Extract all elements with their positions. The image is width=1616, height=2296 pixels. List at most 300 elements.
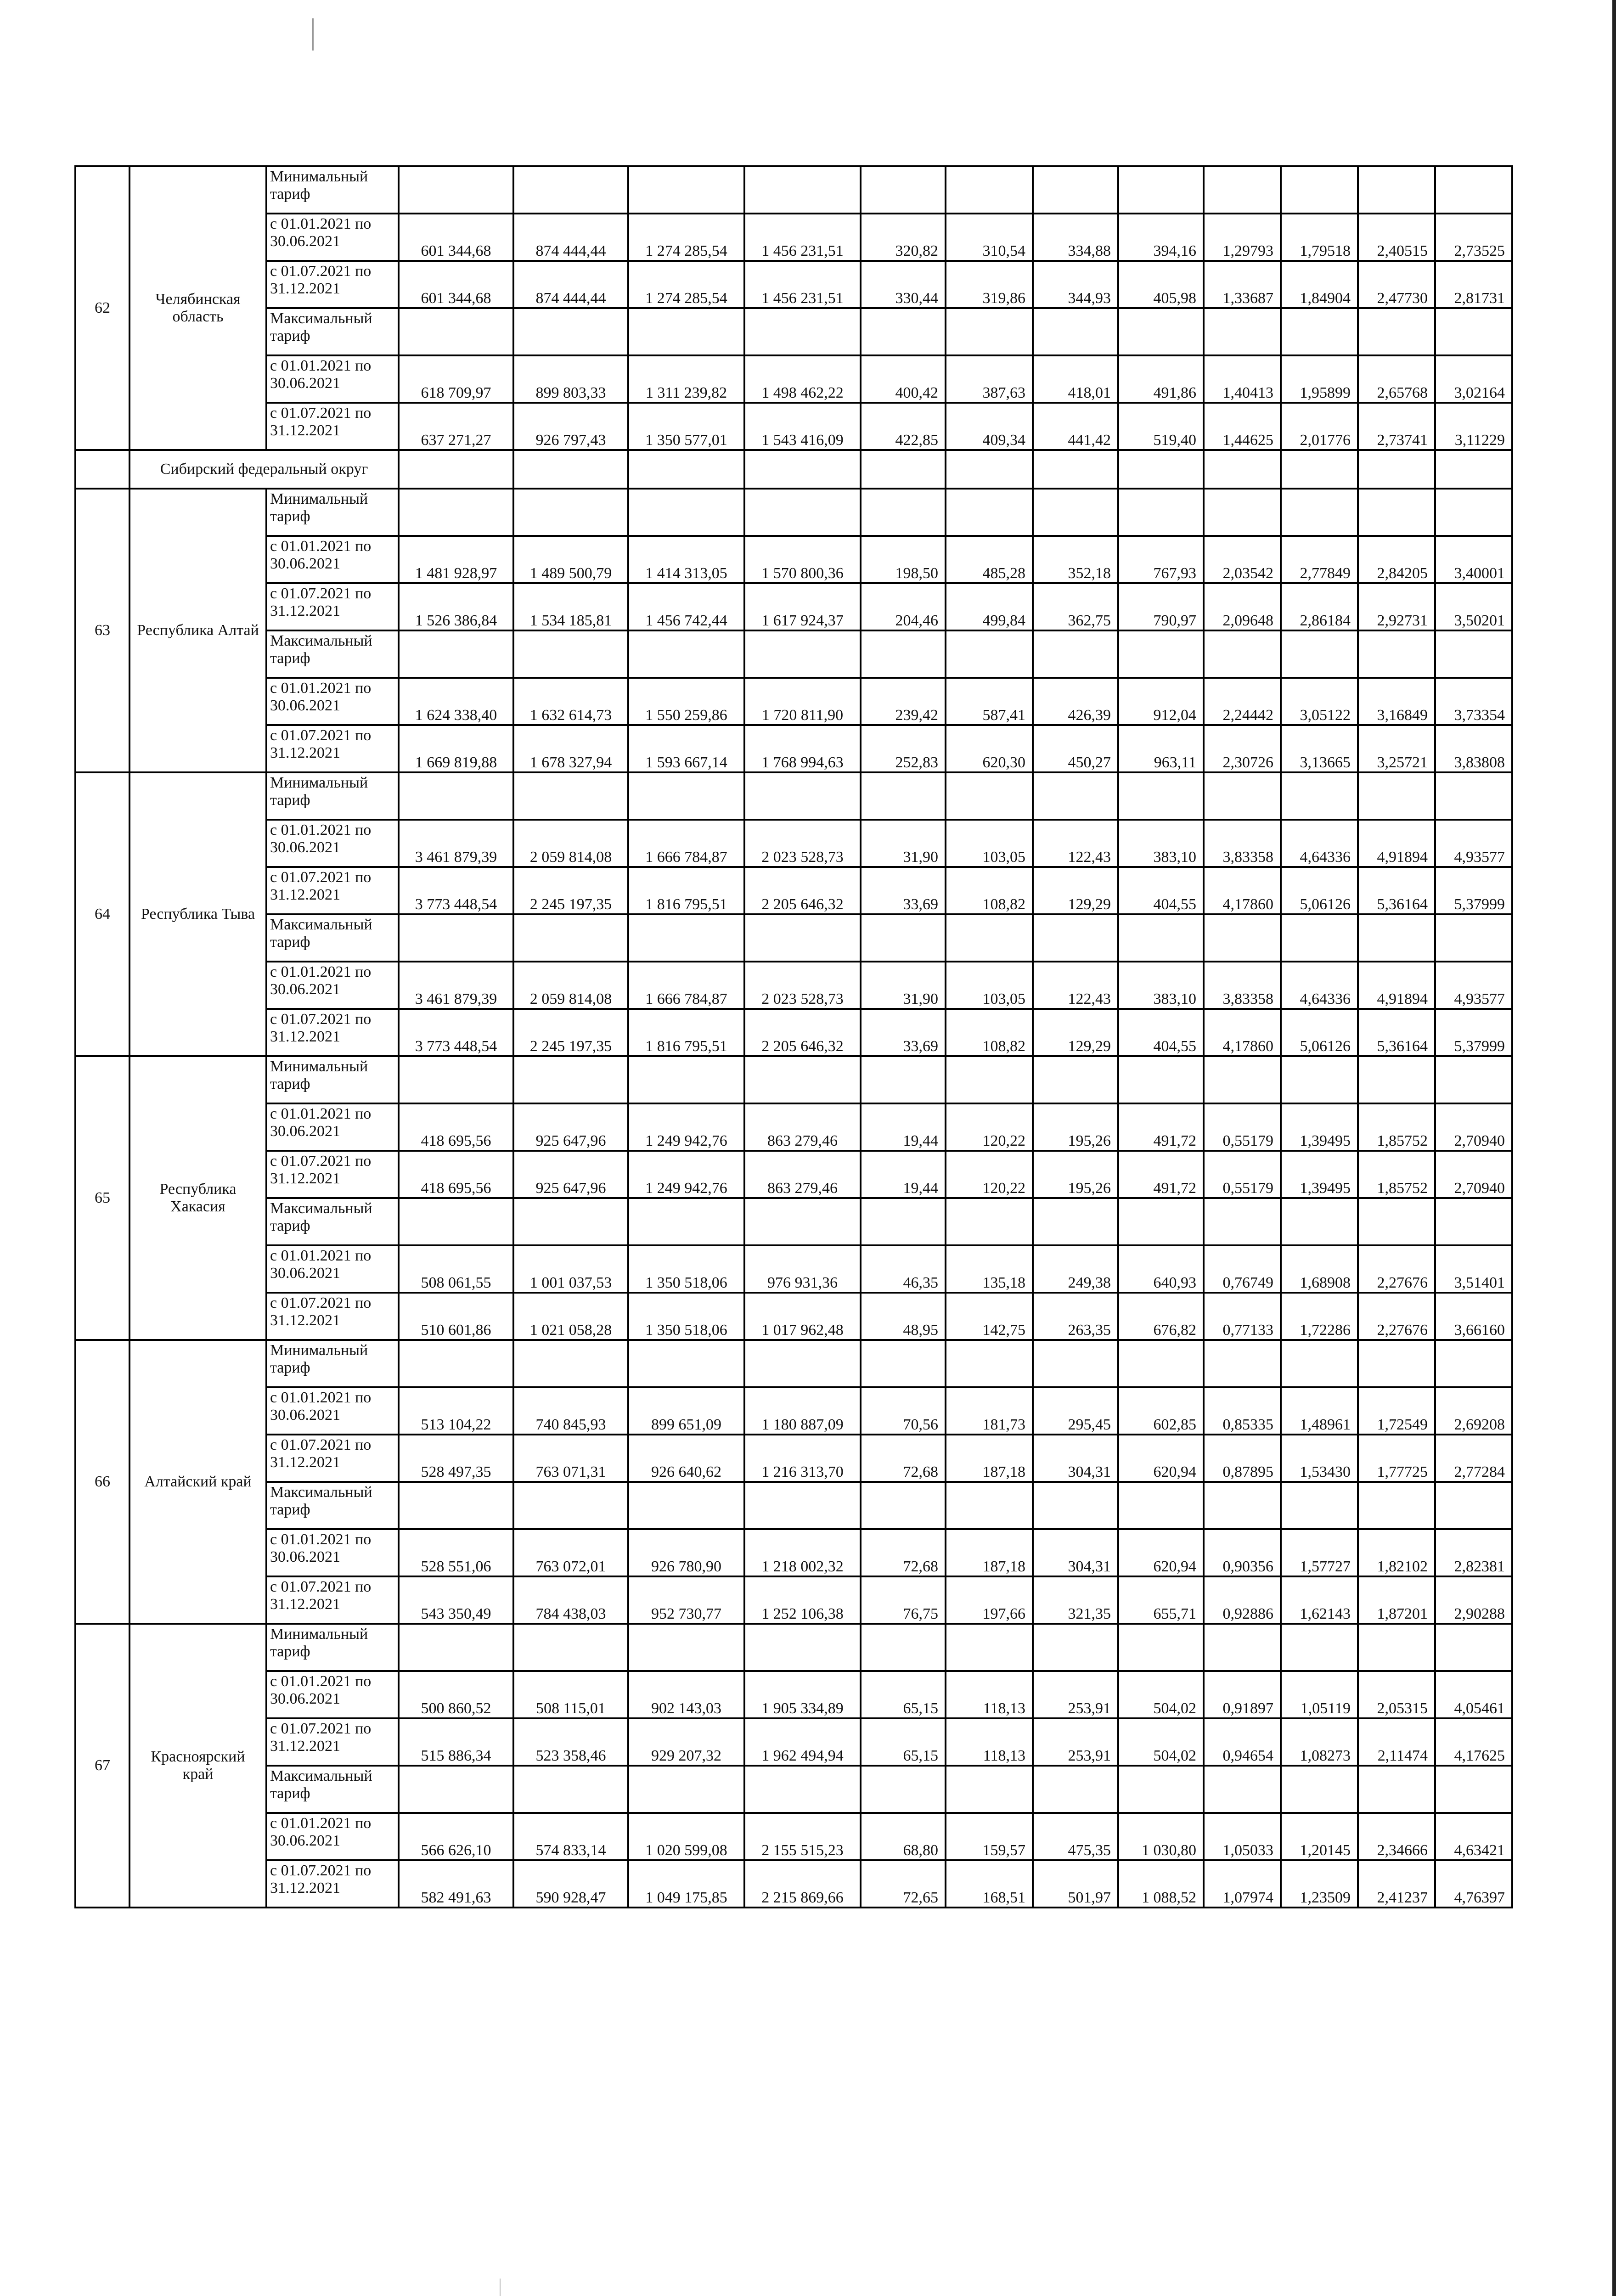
empty-cell — [628, 1340, 744, 1387]
value-cell: 0,85335 — [1204, 1387, 1281, 1435]
tariff-period-row — [75, 536, 1512, 583]
empty-cell — [744, 1056, 861, 1103]
period-label: с 01.07.2021 по 31.12.2021 — [266, 1860, 399, 1908]
value-cell: 640,93 — [1118, 1245, 1204, 1293]
value-cell: 2 059 814,08 — [513, 962, 628, 1009]
period-label: с 01.07.2021 по 31.12.2021 — [266, 583, 399, 630]
period-label: с 01.01.2021 по 30.06.2021 — [266, 536, 399, 583]
value-cell: 1 252 106,38 — [744, 1576, 861, 1624]
value-cell: 566 626,10 — [399, 1813, 513, 1860]
period-label: с 01.07.2021 по 31.12.2021 — [266, 725, 399, 772]
empty-cell — [946, 630, 1033, 678]
value-cell: 1,39495 — [1281, 1151, 1358, 1198]
value-cell: 3,66160 — [1435, 1293, 1512, 1340]
value-cell: 767,93 — [1118, 536, 1204, 583]
value-cell: 485,28 — [946, 536, 1033, 583]
value-cell: 2,27676 — [1358, 1245, 1435, 1293]
empty-cell — [1204, 1056, 1281, 1103]
value-cell: 515 886,34 — [399, 1718, 513, 1766]
empty-cell — [744, 1340, 861, 1387]
value-cell: 1 030,80 — [1118, 1813, 1204, 1860]
region-index: 64 — [75, 772, 130, 1056]
value-cell: 304,31 — [1033, 1529, 1118, 1576]
empty-cell — [1204, 1482, 1281, 1529]
value-cell: 963,11 — [1118, 725, 1204, 772]
empty-cell — [1118, 914, 1204, 962]
tariff-table — [74, 165, 1513, 1908]
value-cell: 2,01776 — [1281, 403, 1358, 450]
tariff-period-row — [75, 403, 1512, 450]
value-cell: 195,26 — [1033, 1151, 1118, 1198]
empty-cell — [399, 1766, 513, 1813]
tariff-group-header-row — [75, 1056, 1512, 1103]
value-cell: 1 526 386,84 — [399, 583, 513, 630]
value-cell: 2,73525 — [1435, 214, 1512, 261]
empty-cell — [1435, 1198, 1512, 1245]
value-cell: 334,88 — [1033, 214, 1118, 261]
value-cell: 590 928,47 — [513, 1860, 628, 1908]
empty-cell — [513, 630, 628, 678]
value-cell: 1 962 494,94 — [744, 1718, 861, 1766]
tariff-period-row — [75, 214, 1512, 261]
empty-cell — [1033, 308, 1118, 355]
empty-cell — [1033, 630, 1118, 678]
empty-cell — [861, 914, 946, 962]
empty-cell — [628, 914, 744, 962]
tariff-type-label: Максимальный тариф — [266, 308, 399, 355]
empty-cell — [1118, 1482, 1204, 1529]
tariff-type-label: Минимальный тариф — [266, 1340, 399, 1387]
empty-cell — [1435, 489, 1512, 536]
empty-cell — [861, 1056, 946, 1103]
value-cell: 491,72 — [1118, 1103, 1204, 1151]
empty-cell — [1118, 1056, 1204, 1103]
empty-cell — [1358, 772, 1435, 820]
period-label: с 01.01.2021 по 30.06.2021 — [266, 214, 399, 261]
tariff-group-header-row — [75, 1340, 1512, 1387]
value-cell: 135,18 — [946, 1245, 1033, 1293]
value-cell: 763 071,31 — [513, 1435, 628, 1482]
empty-cell — [1033, 166, 1118, 214]
value-cell: 1 593 667,14 — [628, 725, 744, 772]
value-cell: 1 350 518,06 — [628, 1245, 744, 1293]
value-cell: 1 534 185,81 — [513, 583, 628, 630]
period-label: с 01.01.2021 по 30.06.2021 — [266, 355, 399, 403]
value-cell: 3,11229 — [1435, 403, 1512, 450]
empty-cell — [1358, 630, 1435, 678]
value-cell: 344,93 — [1033, 261, 1118, 308]
empty-cell — [1033, 1482, 1118, 1529]
value-cell: 1 456 231,51 — [744, 261, 861, 308]
empty-cell — [1435, 1340, 1512, 1387]
value-cell: 1 456 742,44 — [628, 583, 744, 630]
tariff-type-label: Максимальный тариф — [266, 1766, 399, 1813]
value-cell: 929 207,32 — [628, 1718, 744, 1766]
value-cell: 4,91894 — [1358, 962, 1435, 1009]
value-cell: 70,56 — [861, 1387, 946, 1435]
empty-cell — [861, 630, 946, 678]
value-cell: 1,08273 — [1281, 1718, 1358, 1766]
value-cell: 2,81731 — [1435, 261, 1512, 308]
value-cell: 3,02164 — [1435, 355, 1512, 403]
empty-cell — [1204, 772, 1281, 820]
empty-cell — [628, 630, 744, 678]
value-cell: 1,79518 — [1281, 214, 1358, 261]
period-label: с 01.07.2021 по 31.12.2021 — [266, 867, 399, 914]
value-cell: 418 695,56 — [399, 1151, 513, 1198]
empty-cell — [513, 450, 628, 489]
value-cell: 352,18 — [1033, 536, 1118, 583]
value-cell: 418 695,56 — [399, 1103, 513, 1151]
tariff-type-label: Максимальный тариф — [266, 914, 399, 962]
empty-cell — [1358, 1056, 1435, 1103]
empty-cell — [399, 630, 513, 678]
empty-cell — [1204, 914, 1281, 962]
value-cell: 1 249 942,76 — [628, 1103, 744, 1151]
empty-cell — [1033, 772, 1118, 820]
value-cell: 3,83358 — [1204, 820, 1281, 867]
value-cell: 253,91 — [1033, 1671, 1118, 1718]
value-cell: 1,77725 — [1358, 1435, 1435, 1482]
value-cell: 2 059 814,08 — [513, 820, 628, 867]
empty-cell — [1435, 630, 1512, 678]
empty-cell — [1118, 489, 1204, 536]
value-cell: 1 481 928,97 — [399, 536, 513, 583]
value-cell: 65,15 — [861, 1671, 946, 1718]
value-cell: 1 489 500,79 — [513, 536, 628, 583]
value-cell: 1,07974 — [1204, 1860, 1281, 1908]
empty-cell — [628, 1198, 744, 1245]
value-cell: 409,34 — [946, 403, 1033, 450]
value-cell: 1,05119 — [1281, 1671, 1358, 1718]
value-cell: 519,40 — [1118, 403, 1204, 450]
empty-cell — [513, 1198, 628, 1245]
value-cell: 1 617 924,37 — [744, 583, 861, 630]
empty-cell — [1204, 1198, 1281, 1245]
tariff-period-row — [75, 1576, 1512, 1624]
value-cell: 0,87895 — [1204, 1435, 1281, 1482]
empty-cell — [1118, 450, 1204, 489]
value-cell: 168,51 — [946, 1860, 1033, 1908]
value-cell: 784 438,03 — [513, 1576, 628, 1624]
period-label: с 01.07.2021 по 31.12.2021 — [266, 261, 399, 308]
value-cell: 46,35 — [861, 1245, 946, 1293]
period-label: с 01.01.2021 по 30.06.2021 — [266, 1813, 399, 1860]
value-cell: 1,20145 — [1281, 1813, 1358, 1860]
value-cell: 637 271,27 — [399, 403, 513, 450]
value-cell: 4,93577 — [1435, 820, 1512, 867]
value-cell: 1 669 819,88 — [399, 725, 513, 772]
scan-mark-top — [312, 18, 314, 51]
value-cell: 1 720 811,90 — [744, 678, 861, 725]
empty-cell — [861, 1340, 946, 1387]
empty-cell — [744, 630, 861, 678]
value-cell: 181,73 — [946, 1387, 1033, 1435]
value-cell: 1 543 416,09 — [744, 403, 861, 450]
empty-cell — [399, 308, 513, 355]
value-cell: 204,46 — [861, 583, 946, 630]
empty-cell — [1435, 308, 1512, 355]
empty-cell — [628, 1056, 744, 1103]
empty-cell — [861, 450, 946, 489]
value-cell: 4,17860 — [1204, 1009, 1281, 1056]
value-cell: 902 143,03 — [628, 1671, 744, 1718]
empty-cell — [946, 1198, 1033, 1245]
empty-cell — [1033, 1624, 1118, 1671]
empty-cell — [1033, 489, 1118, 536]
value-cell: 1 498 462,22 — [744, 355, 861, 403]
value-cell: 508 061,55 — [399, 1245, 513, 1293]
empty-cell — [946, 1766, 1033, 1813]
value-cell: 383,10 — [1118, 820, 1204, 867]
empty-cell — [628, 166, 744, 214]
tariff-type-label: Минимальный тариф — [266, 772, 399, 820]
tariff-period-row — [75, 1151, 1512, 1198]
value-cell: 1 350 518,06 — [628, 1293, 744, 1340]
value-cell: 2,27676 — [1358, 1293, 1435, 1340]
value-cell: 1,33687 — [1204, 261, 1281, 308]
tariff-group-header-row — [75, 1624, 1512, 1671]
value-cell: 899 651,09 — [628, 1387, 744, 1435]
empty-cell — [946, 914, 1033, 962]
value-cell: 129,29 — [1033, 867, 1118, 914]
value-cell: 1 180 887,09 — [744, 1387, 861, 1435]
value-cell: 0,91897 — [1204, 1671, 1281, 1718]
empty-cell — [1033, 450, 1118, 489]
value-cell: 925 647,96 — [513, 1151, 628, 1198]
value-cell: 2,05315 — [1358, 1671, 1435, 1718]
value-cell: 574 833,14 — [513, 1813, 628, 1860]
value-cell: 2,77849 — [1281, 536, 1358, 583]
value-cell: 304,31 — [1033, 1435, 1118, 1482]
value-cell: 1,82102 — [1358, 1529, 1435, 1576]
value-cell: 1 768 994,63 — [744, 725, 861, 772]
region-name: Алтайский край — [130, 1340, 266, 1624]
value-cell: 1,84904 — [1281, 261, 1358, 308]
empty-cell — [1204, 308, 1281, 355]
value-cell: 0,92886 — [1204, 1576, 1281, 1624]
tariff-period-row — [75, 820, 1512, 867]
value-cell: 1,48961 — [1281, 1387, 1358, 1435]
empty-cell — [1435, 1624, 1512, 1671]
value-cell: 187,18 — [946, 1435, 1033, 1482]
empty-cell — [628, 450, 744, 489]
value-cell: 582 491,63 — [399, 1860, 513, 1908]
value-cell: 2,47730 — [1358, 261, 1435, 308]
value-cell: 601 344,68 — [399, 261, 513, 308]
value-cell: 2,86184 — [1281, 583, 1358, 630]
value-cell: 499,84 — [946, 583, 1033, 630]
tariff-period-row — [75, 678, 1512, 725]
value-cell: 321,35 — [1033, 1576, 1118, 1624]
value-cell: 587,41 — [946, 678, 1033, 725]
value-cell: 0,77133 — [1204, 1293, 1281, 1340]
value-cell: 4,63421 — [1435, 1813, 1512, 1860]
value-cell: 504,02 — [1118, 1671, 1204, 1718]
empty-cell — [628, 489, 744, 536]
empty-cell — [399, 1056, 513, 1103]
value-cell: 874 444,44 — [513, 214, 628, 261]
value-cell: 383,10 — [1118, 962, 1204, 1009]
value-cell: 68,80 — [861, 1813, 946, 1860]
value-cell: 3,13665 — [1281, 725, 1358, 772]
empty-cell — [1358, 914, 1435, 962]
region-index: 62 — [75, 166, 130, 450]
value-cell: 2,90288 — [1435, 1576, 1512, 1624]
empty-cell — [1118, 308, 1204, 355]
period-label: с 01.07.2021 по 31.12.2021 — [266, 1009, 399, 1056]
value-cell: 926 797,43 — [513, 403, 628, 450]
value-cell: 3 773 448,54 — [399, 867, 513, 914]
value-cell: 3 461 879,39 — [399, 962, 513, 1009]
value-cell: 387,63 — [946, 355, 1033, 403]
value-cell: 3,50201 — [1435, 583, 1512, 630]
value-cell: 394,16 — [1118, 214, 1204, 261]
tariff-type-label: Максимальный тариф — [266, 630, 399, 678]
value-cell: 0,55179 — [1204, 1103, 1281, 1151]
value-cell: 2 215 869,66 — [744, 1860, 861, 1908]
empty-cell — [1118, 630, 1204, 678]
value-cell: 2,24442 — [1204, 678, 1281, 725]
tariff-group-header-row — [75, 308, 1512, 355]
tariff-group-header-row — [75, 914, 1512, 962]
tariff-period-row — [75, 1435, 1512, 1482]
empty-cell — [1281, 1766, 1358, 1813]
value-cell: 33,69 — [861, 1009, 946, 1056]
period-label: с 01.07.2021 по 31.12.2021 — [266, 403, 399, 450]
value-cell: 197,66 — [946, 1576, 1033, 1624]
empty-cell — [513, 308, 628, 355]
tariff-period-row — [75, 1671, 1512, 1718]
period-label: с 01.07.2021 по 31.12.2021 — [266, 1576, 399, 1624]
region-name: Красноярский край — [130, 1624, 266, 1908]
empty-cell — [513, 1482, 628, 1529]
value-cell: 330,44 — [861, 261, 946, 308]
value-cell: 5,06126 — [1281, 867, 1358, 914]
value-cell: 5,36164 — [1358, 1009, 1435, 1056]
tariff-type-label: Максимальный тариф — [266, 1482, 399, 1529]
value-cell: 863 279,46 — [744, 1103, 861, 1151]
value-cell: 1 666 784,87 — [628, 820, 744, 867]
value-cell: 475,35 — [1033, 1813, 1118, 1860]
value-cell: 1,85752 — [1358, 1103, 1435, 1151]
empty-cell — [1281, 450, 1358, 489]
value-cell: 362,75 — [1033, 583, 1118, 630]
value-cell: 1 088,52 — [1118, 1860, 1204, 1908]
tariff-group-header-row — [75, 630, 1512, 678]
value-cell: 602,85 — [1118, 1387, 1204, 1435]
empty-cell — [744, 1482, 861, 1529]
value-cell: 976 931,36 — [744, 1245, 861, 1293]
value-cell: 3,83358 — [1204, 962, 1281, 1009]
value-cell: 513 104,22 — [399, 1387, 513, 1435]
value-cell: 48,95 — [861, 1293, 946, 1340]
period-label: с 01.01.2021 по 30.06.2021 — [266, 1671, 399, 1718]
value-cell: 1 350 577,01 — [628, 403, 744, 450]
value-cell: 528 497,35 — [399, 1435, 513, 1482]
value-cell: 252,83 — [861, 725, 946, 772]
period-label: с 01.01.2021 по 30.06.2021 — [266, 1529, 399, 1576]
empty-cell — [399, 772, 513, 820]
value-cell: 103,05 — [946, 820, 1033, 867]
empty-cell — [1281, 1482, 1358, 1529]
value-cell: 3,40001 — [1435, 536, 1512, 583]
empty-cell — [399, 1340, 513, 1387]
empty-cell — [744, 489, 861, 536]
value-cell: 1,57727 — [1281, 1529, 1358, 1576]
empty-cell — [1435, 166, 1512, 214]
value-cell: 3,16849 — [1358, 678, 1435, 725]
value-cell: 118,13 — [946, 1718, 1033, 1766]
empty-cell — [744, 1624, 861, 1671]
empty-cell — [861, 308, 946, 355]
value-cell: 874 444,44 — [513, 261, 628, 308]
value-cell: 2,69208 — [1435, 1387, 1512, 1435]
value-cell: 122,43 — [1033, 820, 1118, 867]
empty-cell — [861, 1624, 946, 1671]
value-cell: 108,82 — [946, 1009, 1033, 1056]
empty-cell — [1118, 1198, 1204, 1245]
empty-cell — [1435, 914, 1512, 962]
value-cell: 5,06126 — [1281, 1009, 1358, 1056]
empty-cell — [1358, 308, 1435, 355]
tariff-group-header-row — [75, 1766, 1512, 1813]
empty-cell — [861, 166, 946, 214]
empty-cell — [628, 1482, 744, 1529]
value-cell: 1,87201 — [1358, 1576, 1435, 1624]
value-cell: 3,73354 — [1435, 678, 1512, 725]
empty-cell — [513, 166, 628, 214]
value-cell: 295,45 — [1033, 1387, 1118, 1435]
value-cell: 1,72549 — [1358, 1387, 1435, 1435]
value-cell: 404,55 — [1118, 867, 1204, 914]
tariff-period-row — [75, 867, 1512, 914]
value-cell: 2,82381 — [1435, 1529, 1512, 1576]
empty-cell — [861, 772, 946, 820]
period-label: с 01.07.2021 по 31.12.2021 — [266, 1293, 399, 1340]
value-cell: 2,77284 — [1435, 1435, 1512, 1482]
tariff-period-row — [75, 962, 1512, 1009]
value-cell: 1,05033 — [1204, 1813, 1281, 1860]
empty-cell — [1118, 1624, 1204, 1671]
value-cell: 5,36164 — [1358, 867, 1435, 914]
empty-cell — [946, 772, 1033, 820]
tariff-group-header-row — [75, 1482, 1512, 1529]
empty-cell — [1033, 1056, 1118, 1103]
value-cell: 1 456 231,51 — [744, 214, 861, 261]
value-cell: 120,22 — [946, 1103, 1033, 1151]
empty-cell — [1204, 1624, 1281, 1671]
tariff-period-row — [75, 1529, 1512, 1576]
empty-cell — [744, 914, 861, 962]
value-cell: 4,93577 — [1435, 962, 1512, 1009]
empty-cell — [946, 1056, 1033, 1103]
value-cell: 239,42 — [861, 678, 946, 725]
value-cell: 2 023 528,73 — [744, 820, 861, 867]
region-name: Республика Алтай — [130, 489, 266, 772]
empty-cell — [1358, 1340, 1435, 1387]
value-cell: 2,92731 — [1358, 583, 1435, 630]
value-cell: 159,57 — [946, 1813, 1033, 1860]
empty-cell — [1281, 1198, 1358, 1245]
value-cell: 952 730,77 — [628, 1576, 744, 1624]
value-cell: 1 624 338,40 — [399, 678, 513, 725]
value-cell: 790,97 — [1118, 583, 1204, 630]
period-label: с 01.01.2021 по 30.06.2021 — [266, 1245, 399, 1293]
tariff-period-row — [75, 355, 1512, 403]
value-cell: 19,44 — [861, 1103, 946, 1151]
empty-cell — [1281, 914, 1358, 962]
